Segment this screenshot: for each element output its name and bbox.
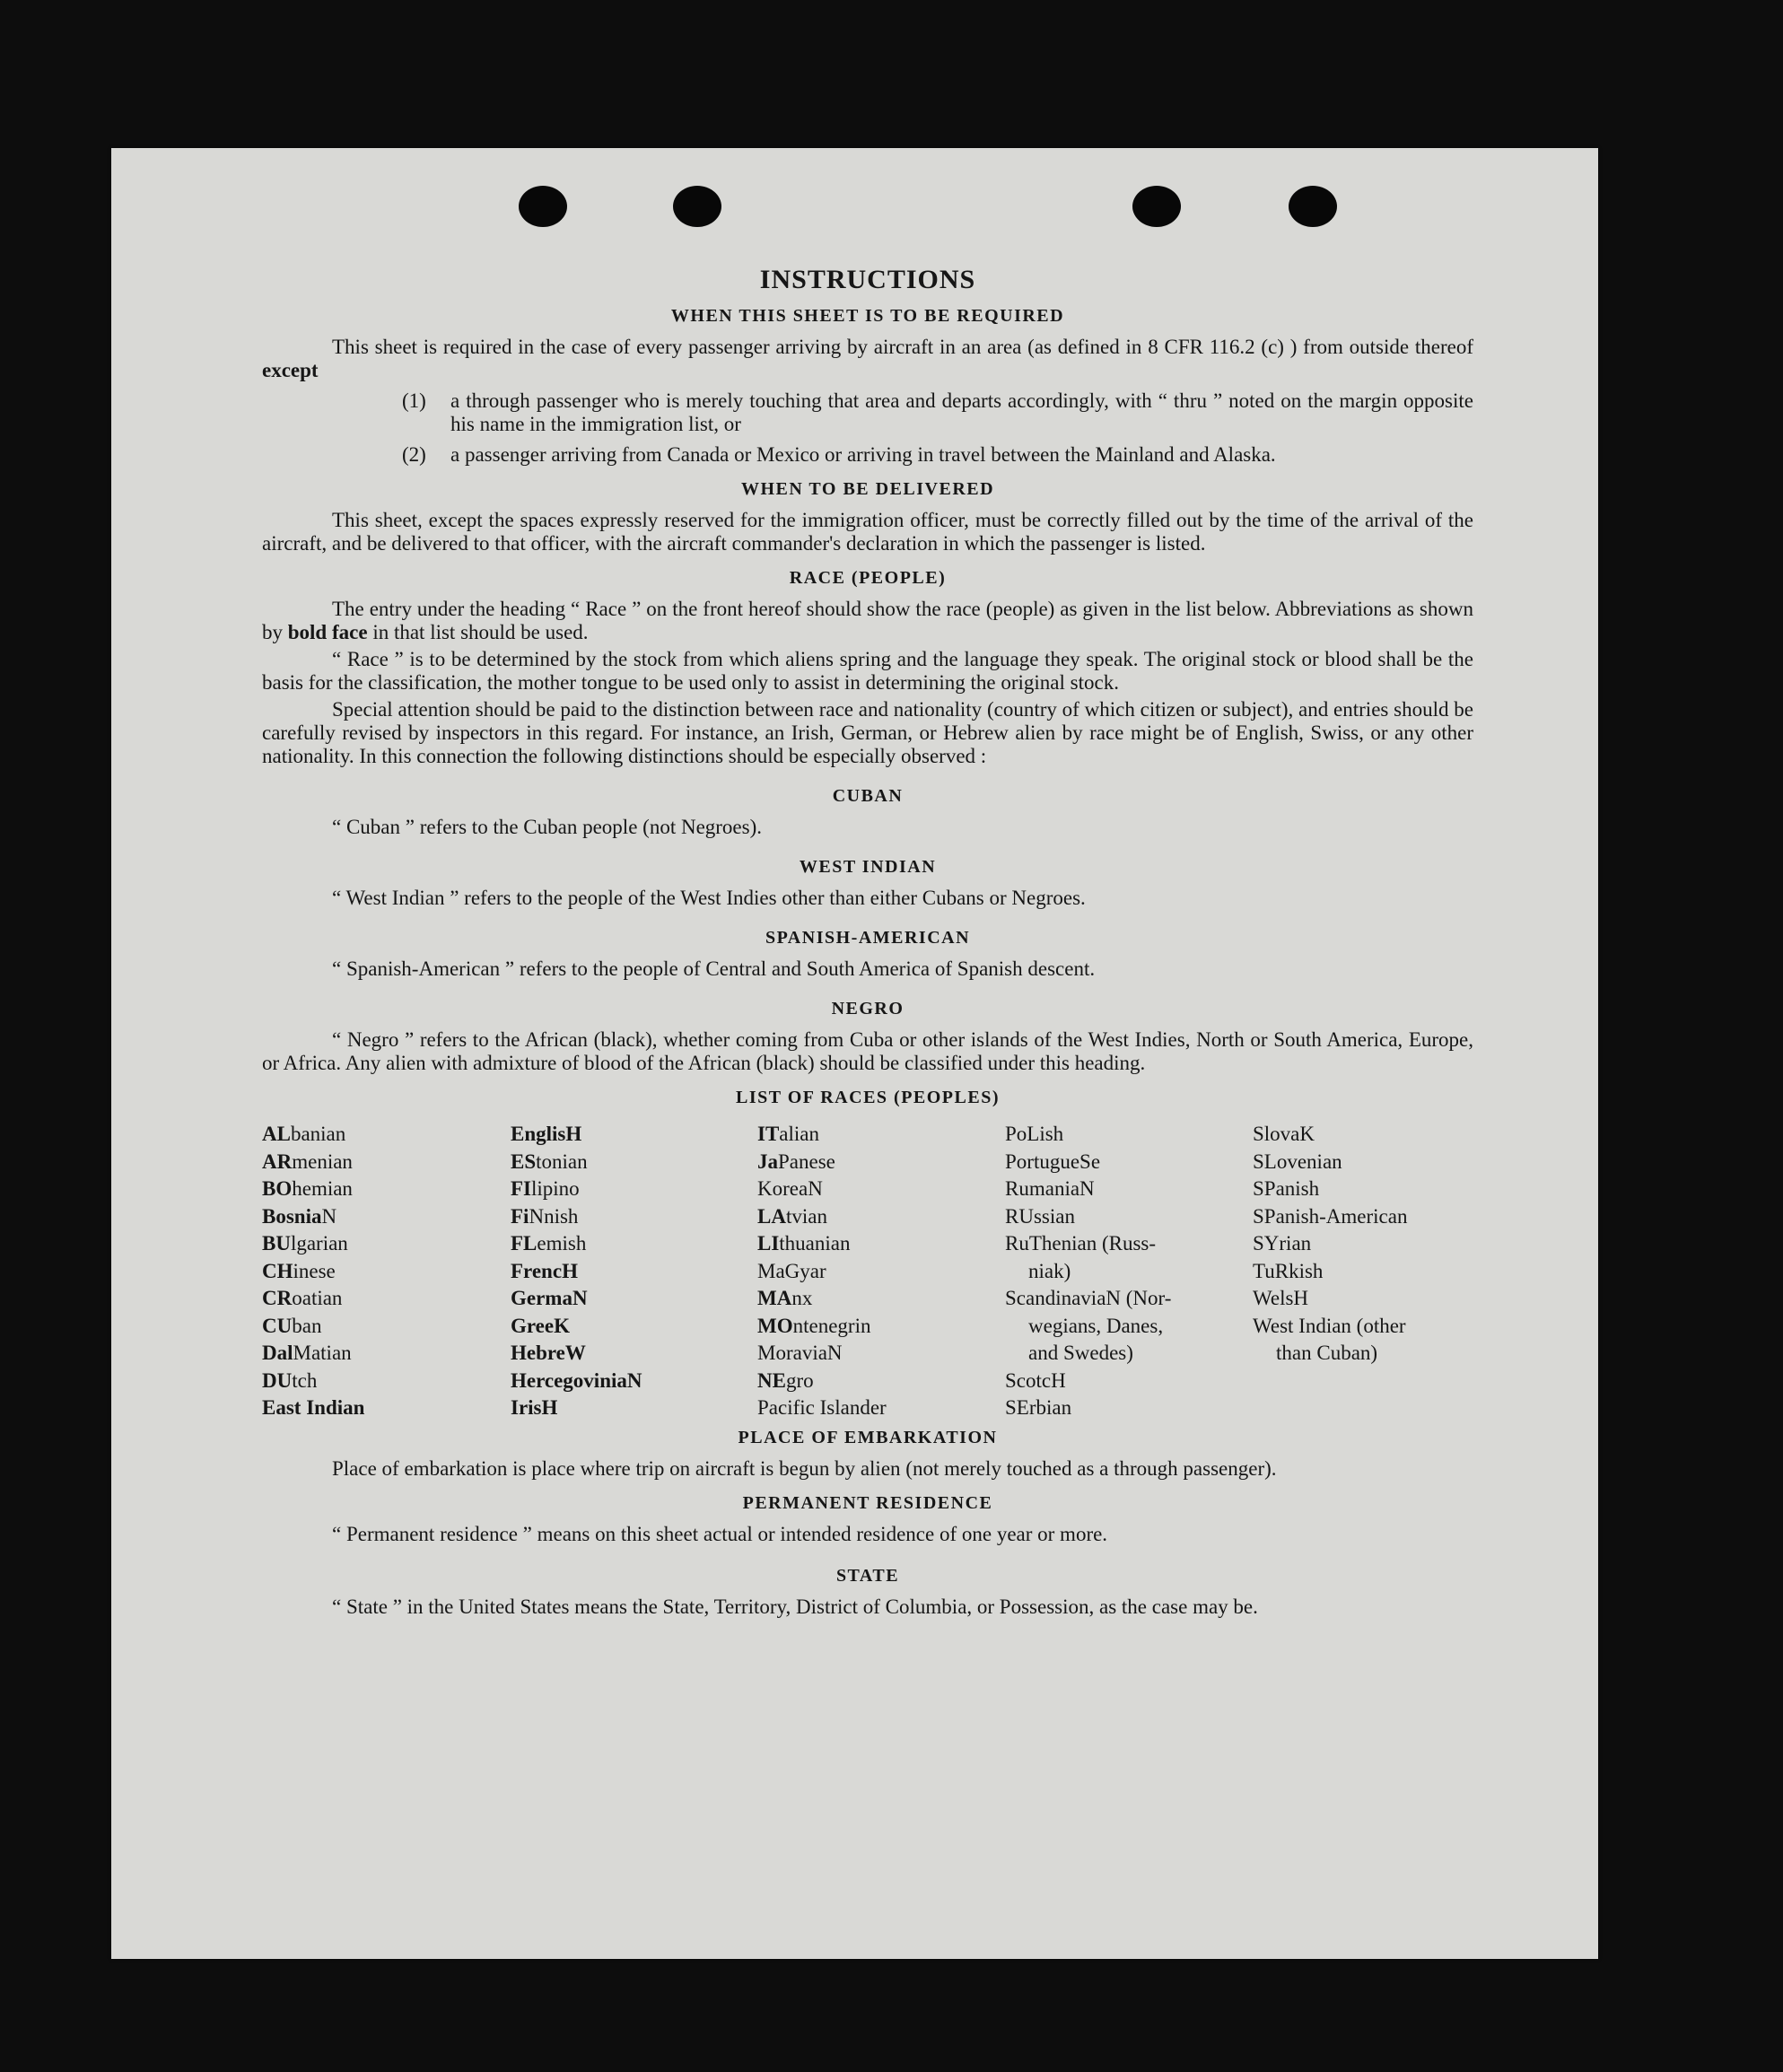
race-entry: TuRkish: [1253, 1259, 1324, 1282]
race-entry: DUtch: [262, 1368, 318, 1392]
race-entry: BOhemian: [262, 1177, 353, 1200]
race-entry: GreeK: [511, 1314, 570, 1337]
race-entry: JaPanese: [757, 1150, 835, 1173]
heading-embarkation: PLACE OF EMBARKATION: [738, 1427, 998, 1447]
heading-list-of-races: LIST OF RACES (PEOPLES): [735, 1088, 1000, 1107]
race-entry: ITalian: [757, 1123, 819, 1145]
heading-when-required: WHEN THIS SHEET IS TO BE REQUIRED: [670, 306, 1065, 326]
heading-state: STATE: [835, 1565, 900, 1586]
race-entry: CHinese: [262, 1259, 336, 1282]
race-entry: ALbanian: [262, 1123, 346, 1145]
race-entry: BUlgarian: [262, 1232, 348, 1255]
race-paragraph-2: “ Race ” is to be determined by the stock from which aliens spring and the language they speak. The original stock or blood shall be the basis for the classification, the mother tongue to be used only to assist in determining the original stock.: [262, 648, 1473, 694]
races-column-4: [1005, 1121, 1253, 1422]
race-entry: MaGyar: [757, 1259, 826, 1282]
heading-permanent-residence: PERMANENT RESIDENCE: [742, 1492, 993, 1513]
race-entry: EStonian: [511, 1150, 588, 1173]
race-entry: SPanish-American: [1253, 1204, 1408, 1228]
race-entry: GermaN: [511, 1287, 588, 1309]
heading-negro: NEGRO: [831, 999, 905, 1019]
heading-race: RACE (PEOPLE): [789, 568, 947, 588]
race-entry: SYrian: [1253, 1232, 1312, 1255]
embarkation-text: Place of embarkation is place where trip on aircraft is begun by alien (not merely touched as a through passenger).: [332, 1456, 1277, 1480]
race-entry: SErbian: [1005, 1396, 1072, 1419]
race-entry: SlovaK: [1253, 1123, 1315, 1145]
race-entry-continuation: niak): [1028, 1259, 1071, 1282]
race-entry: WelsH: [1253, 1287, 1309, 1309]
race-entry: LAtvian: [757, 1204, 827, 1228]
race-entry: ScandinaviaN (Nor-: [1005, 1287, 1172, 1309]
residence-text: “ Permanent residence ” means on this sheet actual or intended residence of one year or more.: [332, 1522, 1108, 1545]
race-entry: MOntenegrin: [757, 1314, 871, 1337]
race-entry: CUban: [262, 1314, 322, 1337]
punch-hole: [1289, 186, 1337, 227]
races-list: [262, 1121, 1473, 1422]
race-entry: HercegoviniaN: [511, 1368, 642, 1392]
west-indian-text: “ West Indian ” refers to the people of the West Indies other than either Cubans or Negroes.: [332, 887, 1086, 909]
page-title: INSTRUCTIONS: [759, 265, 976, 294]
race-entry-continuation: wegians, Danes,: [1028, 1314, 1164, 1337]
race-entry: FiNnish: [511, 1204, 579, 1228]
race-entry-continuation: than Cuban): [1276, 1342, 1378, 1364]
races-column-2: [511, 1121, 757, 1422]
race-entry: FIlipino: [511, 1177, 580, 1200]
punch-hole: [673, 186, 721, 227]
race-entry: MoraviaN: [757, 1342, 843, 1364]
race-entry: CRoatian: [262, 1287, 343, 1309]
race-paragraph-1: The entry under the heading “ Race ” on the front hereof should show the race (people) as given in the list below. Abbreviations as shown by bold face in that list should be used.: [262, 598, 1473, 643]
race-entry: ARmenian: [262, 1150, 353, 1173]
race-entry: FrencH: [511, 1259, 578, 1282]
document-page: [111, 148, 1598, 1959]
race-entry: MAnx: [757, 1287, 813, 1309]
race-entry: KoreaN: [757, 1177, 823, 1200]
races-column-3: [757, 1121, 1005, 1422]
race-entry: PoLish: [1005, 1123, 1064, 1145]
state-text: “ State ” in the United States means the State, Territory, District of Columbia, or Possession, as the case may be.: [332, 1595, 1258, 1618]
race-entry: DalMatian: [262, 1342, 352, 1364]
race-entry: East Indian: [262, 1396, 365, 1419]
heading-spanish-american: SPANISH-AMERICAN: [765, 928, 971, 948]
heading-when-delivered: WHEN TO BE DELIVERED: [740, 479, 995, 499]
cuban-text: “ Cuban ” refers to the Cuban people (not Negroes).: [332, 816, 763, 838]
race-entry: NEgro: [757, 1368, 814, 1392]
race-entry: West Indian (other: [1253, 1314, 1406, 1337]
race-entry: RumaniaN: [1005, 1177, 1095, 1200]
required-intro: This sheet is required in the case of every passenger arriving by aircraft in an area (as defined in 8 CFR 116.2 (c) ) from outside thereof except: [262, 336, 1473, 381]
spanish-american-text: “ Spanish-American ” refers to the people of Central and South America of Spanish descent.: [332, 957, 1096, 980]
race-entry: SPanish: [1253, 1177, 1320, 1200]
races-column-5: [1253, 1121, 1473, 1422]
exception-item: (1) a through passenger who is merely touching that area and departs accordingly, with “ thru ” noted on the margin opposite his name in the immigration list, or: [402, 389, 1473, 435]
heading-cuban: CUBAN: [832, 786, 904, 806]
race-entry-continuation: and Swedes): [1028, 1342, 1133, 1364]
race-entry: RUssian: [1005, 1204, 1075, 1228]
instructions-content: [262, 265, 1473, 1619]
race-entry: Pacific Islander: [757, 1396, 887, 1419]
race-entry: EnglisH: [511, 1123, 582, 1145]
race-paragraph-3: Special attention should be paid to the distinction between race and nationality (country of which citizen or subject), and entries should be carefully revised by inspectors in this regard. For instance, an Irish, German, or Hebrew alien by race might be of English, Swiss, or any other nationality. In this connection the following distinctions should be especially observed :: [262, 698, 1473, 767]
race-entry: ScotcH: [1005, 1368, 1066, 1392]
race-entry: BosniaN: [262, 1204, 337, 1228]
race-entry: IrisH: [511, 1396, 558, 1419]
race-entry: SLovenian: [1253, 1150, 1342, 1173]
race-entry: PortugueSe: [1005, 1150, 1101, 1173]
delivered-text: This sheet, except the spaces expressly reserved for the immigration officer, must be correctly filled out by the time of the arrival of the aircraft, and be delivered to that officer, with the aircraft commander's declaration in which the passenger is listed.: [262, 509, 1473, 555]
exception-item: (2) a passenger arriving from Canada or Mexico or arriving in travel between the Mainland and Alaska.: [402, 443, 1276, 466]
race-entry: RuThenian (Russ-: [1005, 1232, 1157, 1255]
heading-west-indian: WEST INDIAN: [799, 857, 937, 877]
negro-text: “ Negro ” refers to the African (black), whether coming from Cuba or other islands of the West Indies, North or South America, Europe, or Africa. Any alien with admixture of blood of the African (black) should be classified under this heading.: [262, 1028, 1473, 1074]
races-column-1: [262, 1121, 511, 1422]
race-entry: LIthuanian: [757, 1232, 851, 1255]
race-entry: HebreW: [511, 1342, 586, 1364]
punch-hole: [1132, 186, 1181, 227]
race-entry: FLemish: [511, 1232, 587, 1255]
punch-hole: [519, 186, 567, 227]
